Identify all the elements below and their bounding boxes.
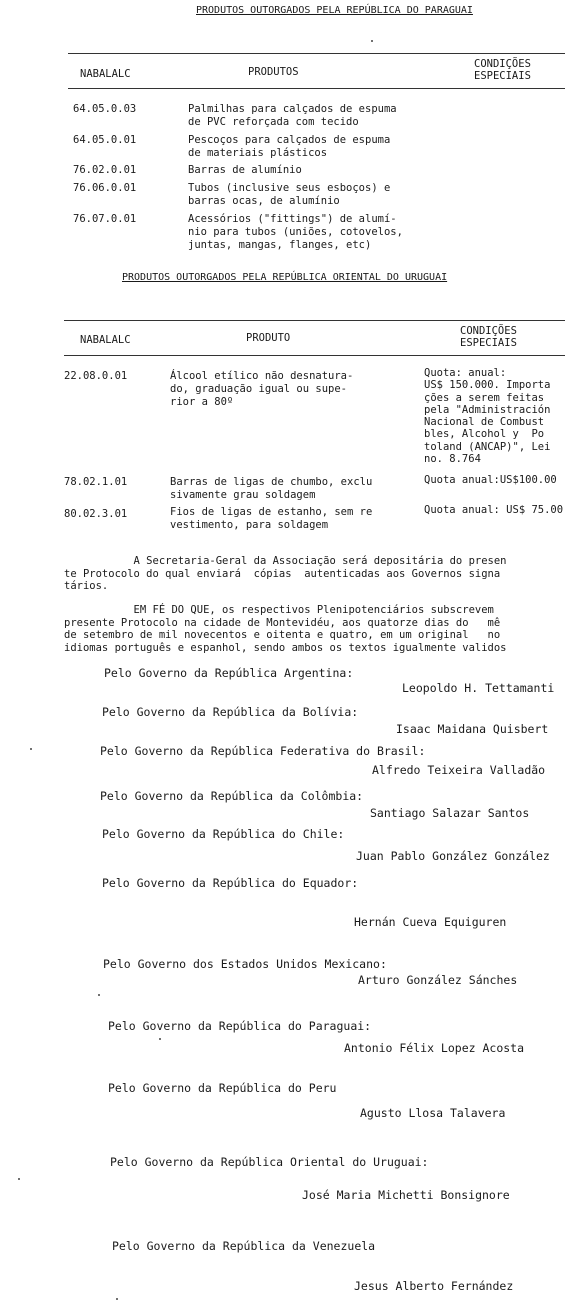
signatory-government: Pelo Governo da República do Peru xyxy=(108,1081,337,1095)
scan-speck xyxy=(18,1178,20,1180)
paraguai-col-nabalalc: NABALALC xyxy=(80,68,131,80)
signatory-name: Alfredo Teixeira Valladão xyxy=(372,763,546,777)
table-row-code: 22.08.0.01 xyxy=(64,370,128,382)
signatory-name: Leopoldo H. Tettamanti xyxy=(402,681,555,695)
signatory-government: Pelo Governo da República Oriental do Uruguai: xyxy=(110,1155,429,1169)
scan-speck xyxy=(30,748,32,750)
paraguai-col-produtos: PRODUTOS xyxy=(248,66,299,78)
signatory-name: Antonio Félix Lopez Acosta xyxy=(344,1041,525,1055)
uruguai-col-nabalalc: NABALALC xyxy=(80,334,131,346)
uruguai-title: PRODUTOS OUTORGADOS PELA REPÚBLICA ORIENTAL DO URUGUAI xyxy=(122,272,448,283)
table-row-code: 76.06.0.01 xyxy=(73,182,137,194)
scan-speck xyxy=(98,994,100,996)
signatory-government: Pelo Governo da República Federativa do Brasil: xyxy=(100,744,426,758)
signatory-name: Agusto Llosa Talavera xyxy=(360,1106,506,1120)
uruguai-col-especiais: ESPECIAIS xyxy=(460,337,517,349)
signatory-government: Pelo Governo dos Estados Unidos Mexicano: xyxy=(103,957,387,971)
signatory-name: Hernán Cueva Equiguren xyxy=(354,915,507,929)
signatory-name: Juan Pablo González González xyxy=(356,849,550,863)
signatory-government: Pelo Governo da República do Paraguai: xyxy=(108,1019,372,1033)
scan-speck xyxy=(116,1298,118,1300)
paraguai-title: PRODUTOS OUTORGADOS PELA REPÚBLICA DO PARAGUAI xyxy=(196,5,473,16)
signatory-name: Jesus Alberto Fernández xyxy=(354,1279,514,1293)
table-row-conditions: Quota: anual: US$ 150.000. Importa ções a serem feitas pela "Administración Nacional de Combust bles, Alcohol y Po toland (ANCAP)", Lei no. 8.764 xyxy=(424,367,551,466)
uruguai-col-condicoes: CONDIÇÕES xyxy=(460,325,517,337)
uruguai-table-header-rule xyxy=(64,355,565,356)
table-row-code: 80.02.3.01 xyxy=(64,508,128,520)
table-row-conditions: Quota anual: US$ 75.00 xyxy=(424,504,564,516)
table-row-desc: Palmilhas para calçados de espuma de PVC reforçada com tecido xyxy=(188,103,397,128)
uruguai-table-top-rule xyxy=(64,320,565,321)
uruguai-col-produto: PRODUTO xyxy=(246,332,291,344)
signatory-name: Arturo González Sánches xyxy=(358,973,518,987)
scan-speck xyxy=(371,40,373,42)
signatory-government: Pelo Governo da República do Chile: xyxy=(102,827,345,841)
table-row-code: 76.02.0.01 xyxy=(73,164,137,176)
signatory-government: Pelo Governo da República da Colômbia: xyxy=(100,789,364,803)
table-row-desc: Álcool etílico não desnatura- do, graduação igual ou supe- rior a 80º xyxy=(170,370,354,408)
table-row-code: 64.05.0.03 xyxy=(73,103,137,115)
signatory-government: Pelo Governo da República da Venezuela xyxy=(112,1239,376,1253)
signatory-name: Santiago Salazar Santos xyxy=(370,806,530,820)
scan-speck xyxy=(159,1038,161,1040)
paraguai-col-especiais: ESPECIAIS xyxy=(474,70,531,82)
signatory-name: Isaac Maidana Quisbert xyxy=(396,722,549,736)
paraguai-col-condicoes: CONDIÇÕES xyxy=(474,58,531,70)
signatory-government: Pelo Governo da República Argentina: xyxy=(104,666,354,680)
table-row-code: 64.05.0.01 xyxy=(73,134,137,146)
depositary-paragraph: A Secretaria-Geral da Associação será depositária do presen te Protocolo do qual enviará cópias autenticadas aos Governos signa tários. xyxy=(64,555,507,592)
table-row-code: 78.02.1.01 xyxy=(64,476,128,488)
table-row-conditions: Quota anual:US$100.00 xyxy=(424,474,557,486)
table-row-desc: Fios de ligas de estanho, sem re vestimento, para soldagem xyxy=(170,506,373,531)
table-row-desc: Pescoços para calçados de espuma de materiais plásticos xyxy=(188,134,391,159)
signatory-name: José Maria Michetti Bonsignore xyxy=(302,1188,510,1202)
signatory-government: Pelo Governo da República do Equador: xyxy=(102,876,359,890)
table-row-desc: Tubos (inclusive seus esboços) e barras ocas, de alumínio xyxy=(188,182,391,207)
paraguai-table-top-rule xyxy=(68,53,565,54)
signature-paragraph: EM FÉ DO QUE, os respectivos Plenipotenciários subscrevem presente Protocolo na cidade de Montevidéu, aos quatorze dias do mê de setembro de mil novecentos e oitenta e quatro, em um original no idiomas português e espanhol, sendo ambos os textos igualmente validos xyxy=(64,604,507,654)
table-row-code: 76.07.0.01 xyxy=(73,213,137,225)
signatory-government: Pelo Governo da República da Bolívia: xyxy=(102,705,359,719)
table-row-desc: Barras de alumínio xyxy=(188,164,302,176)
paraguai-table-header-rule xyxy=(68,88,565,89)
table-row-desc: Acessórios ("fittings") de alumí- nio para tubos (uniões, cotovelos, juntas, mangas, flanges, etc) xyxy=(188,213,403,251)
table-row-desc: Barras de ligas de chumbo, exclu sivamente grau soldagem xyxy=(170,476,373,501)
